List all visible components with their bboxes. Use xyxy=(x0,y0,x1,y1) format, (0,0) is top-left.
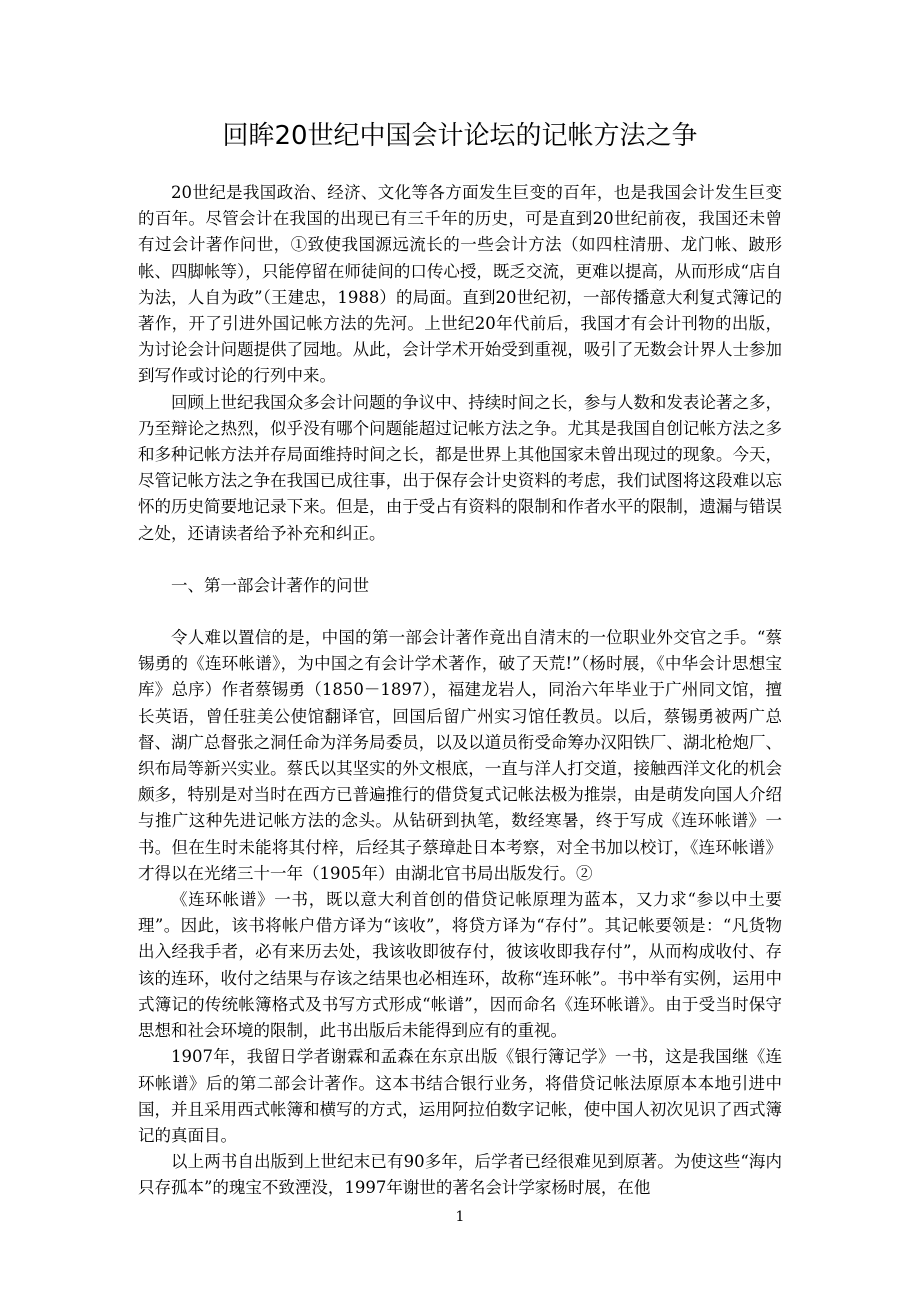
section-paragraph-3: 1907年，我留日学者谢霖和孟森在东京出版《银行簿记学》一书，这是我国继《连环帐谱》后的第二部会计著作。这本书结合银行业务，将借贷记帐法原原本本地引进中国，并且采用西式帐簿和横写的方式，运用阿拉伯数字记帐，使中国人初次见识了西式簿记的真面目。 xyxy=(138,1047,782,1145)
intro-paragraph-1: 20世纪是我国政治、经济、文化等各方面发生巨变的百年，也是我国会计发生巨变的百年。尽管会计在我国的出现已有三千年的历史，可是直到20世纪前夜，我国还未曾有过会计著作问世，①致使我国源远流长的一些会计方法（如四柱清册、龙门帐、跛形帐、四脚帐等），只能停留在师徒间的口传心授，既乏交流，更难以提高，从而形成“店自为法，人自为政”（王建忠，1988）的局面。直到20世纪初，一部传播意大利复式簿记的著作，开了引进外国记帐方法的先河。上世纪20年代前后，我国才有会计刊物的出版，为讨论会计问题提供了园地。从此，会计学术开始受到重视，吸引了无数会计界人士参加到写作或讨论的行列中来。 xyxy=(138,183,782,386)
section-heading: 一、第一部会计著作的问世 xyxy=(171,575,369,595)
document-title: 回眸20世纪中国会计论坛的记帐方法之争 xyxy=(222,121,698,151)
document-body xyxy=(138,180,782,1202)
intro-paragraph-2: 回顾上世纪我国众多会计问题的争议中、持续时间之长，参与人数和发表论著之多，乃至辩论之热烈，似乎没有哪个问题能超过记帐方法之争。尤其是我国自创记帐方法之多和多种记帐方法并存局面维持时间之长，都是世界上其他国家未曾出现过的现象。今天，尽管记帐方法之争在我国已成往事，出于保存会计史资料的考虑，我们试图将这段难以忘怀的历史简要地记录下来。但是，由于受占有资料的限制和作者水平的限制，遗漏与错误之处，还请读者给予补充和纠正。 xyxy=(138,392,782,543)
section-paragraph-2: 《连环帐谱》一书，既以意大利首创的借贷记帐原理为蓝本，又力求“参以中土要理”。因此，该书将帐户借方译为“该收”，将贷方译为“存付”。其记帐要领是：“凡货物出入经我手者，必有来历去处，我该收即彼存付，彼该收即我存付”，从而构成收付、存该的连环，收付之结果与存该之结果也必相连环，故称“连环帐”。书中举有实例，运用中式簿记的传统帐簿格式及书写方式形成“帐谱”，因而命名《连环帐谱》。由于受当时保守思想和社会环境的限制，此书出版后未能得到应有的重视。 xyxy=(138,890,782,1041)
section-paragraph-4: 以上两书自出版到上世纪末已有90多年，后学者已经很难见到原著。为使这些“海内只存孤本”的瑰宝不致湮没，1997年谢世的著名会计学家杨时展，在他 xyxy=(138,1152,782,1198)
page-number: 1 xyxy=(455,1209,465,1225)
section-paragraph-1: 令人难以置信的是，中国的第一部会计著作竟出自清末的一位职业外交官之手。“蔡锡勇的《连环帐谱》，为中国之有会计学术著作，破了天荒!”（杨时展，《中华会计思想宝库》总序）作者蔡锡勇（1850－1897），福建龙岩人，同治六年毕业于广州同文馆，擅长英语，曾任驻美公使馆翻译官，回国后留广州实习馆任教员。以后，蔡锡勇被两广总督、湖广总督张之洞任命为洋务局委员，以及以道员衔受命筹办汉阳铁厂、湖北枪炮厂、织布局等新兴实业。蔡氏以其坚实的外文根底，一直与洋人打交道，接触西洋文化的机会颇多，特别是对当时在西方已普遍推行的借贷复式记帐法极为推崇，由是萌发向国人介绍与推广这种先进记帐方法的念头。从钻研到执笔，数经寒暑，终于写成《连环帐谱》一书。但在生时未能将其付梓，后经其子蔡璋赴日本考察，对全书加以校订，《连环帐谱》才得以在光绪三十一年（1905年）由湖北官书局出版发行。② xyxy=(138,628,782,883)
